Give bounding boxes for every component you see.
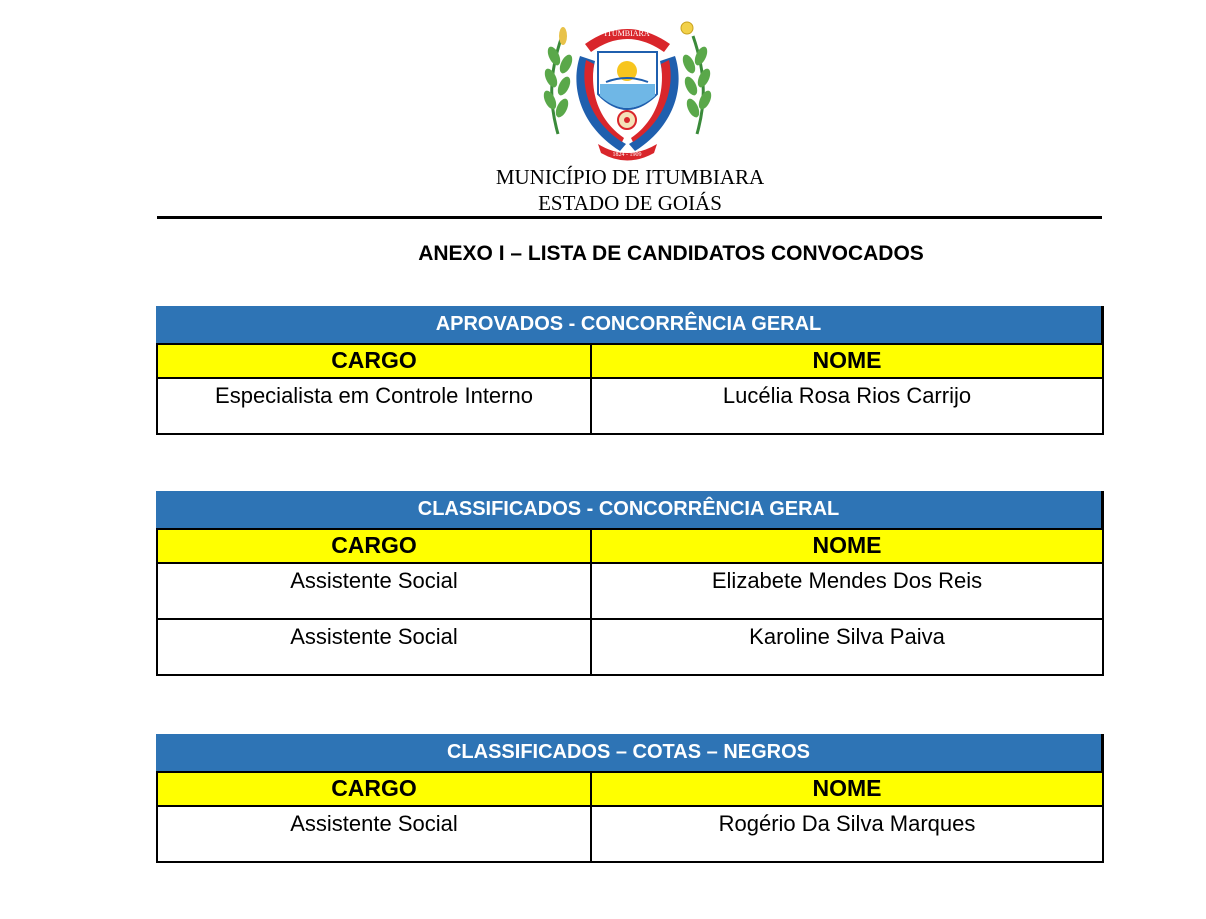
cell-cargo: Assistente Social (158, 620, 592, 674)
svg-text:1824 - 1909: 1824 - 1909 (612, 152, 642, 158)
cell-nome: Karoline Silva Paiva (749, 624, 945, 649)
table-header-row (156, 343, 1104, 379)
table-row (156, 564, 1104, 620)
table-header-row (156, 771, 1104, 807)
cell-cargo: Especialista em Controle Interno (158, 379, 592, 433)
cell-nome: Elizabete Mendes Dos Reis (711, 568, 983, 593)
municipality-name: MUNICÍPIO DE ITUMBIARA (495, 165, 765, 189)
table-row (156, 379, 1104, 435)
cell-cargo: Assistente Social (158, 807, 592, 861)
column-header-cargo: CARGO (158, 345, 592, 377)
right-plant-icon (680, 22, 714, 134)
table-header-row (156, 528, 1104, 564)
svg-text:ITUMBIARA: ITUMBIARA (604, 29, 650, 38)
column-header-cargo: CARGO (158, 530, 592, 562)
column-header-nome: NOME (812, 775, 882, 801)
cell-nome: Rogério Da Silva Marques (718, 811, 976, 836)
cell-cargo: Assistente Social (158, 564, 592, 618)
municipal-crest-logo (540, 16, 715, 164)
cell-nome: Lucélia Rosa Rios Carrijo (722, 383, 972, 408)
table-aprovados-concorrencia-geral (156, 306, 1104, 435)
column-header-nome: NOME (812, 347, 882, 373)
header-divider (157, 216, 1102, 219)
state-name: ESTADO DE GOIÁS (538, 191, 722, 215)
table-row (156, 620, 1104, 676)
table-classificados-cotas-negros (156, 734, 1104, 863)
column-header-cargo: CARGO (158, 773, 592, 805)
table-heading: APROVADOS - CONCORRÊNCIA GERAL (156, 306, 1104, 343)
table-classificados-concorrencia-geral (156, 491, 1104, 676)
document-title: ANEXO I – LISTA DE CANDIDATOS CONVOCADOS (418, 242, 924, 265)
column-header-nome: NOME (812, 532, 882, 558)
left-plant-icon (541, 27, 575, 134)
table-heading: CLASSIFICADOS - CONCORRÊNCIA GERAL (156, 491, 1104, 528)
table-row (156, 807, 1104, 863)
table-heading: CLASSIFICADOS – COTAS – NEGROS (156, 734, 1104, 771)
